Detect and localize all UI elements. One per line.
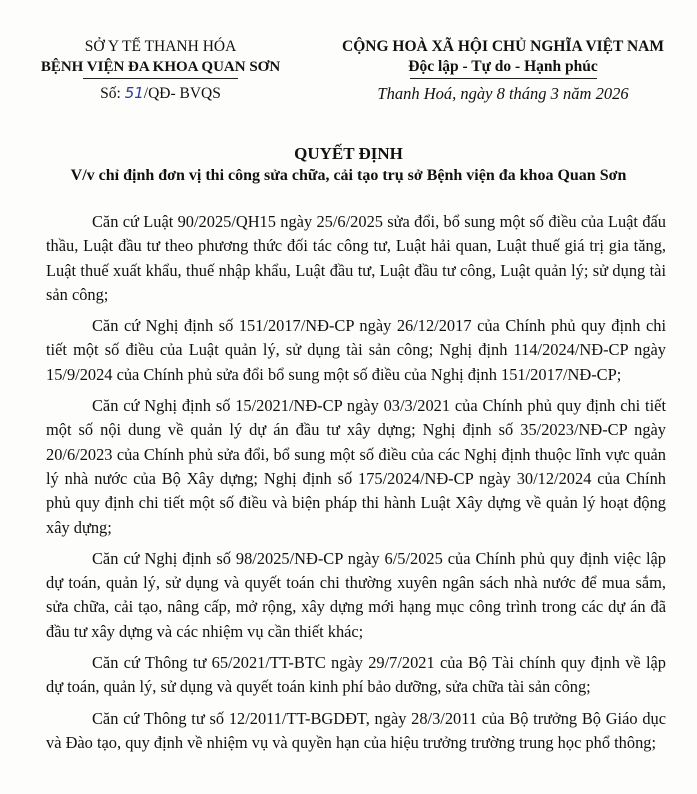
legal-basis-paragraph: Căn cứ Nghị định số 151/2017/NĐ-CP ngày 26/12/2017 của Chính phủ quy định chi tiết một số điều của Luật quản lý, sử dụng tài sản công; Nghị định 114/2024/NĐ-CP ngày 15/9/2024 của Chính phủ sửa đổi bổ sung một số điều của Nghị định 151/2017/NĐ-CP; xyxy=(46,316,666,384)
document-number-suffix: /QĐ- BVQS xyxy=(143,85,221,102)
national-name: CỘNG HOÀ XÃ HỘI CHỦ NGHĨA VIỆT NAM xyxy=(342,38,664,55)
legal-basis-paragraph: Căn cứ Nghị định số 15/2021/NĐ-CP ngày 03/3/2021 của Chính phủ quy định chi tiết một số nội dung về quản lý dự án đầu tư xây dựng; Nghị định số 35/2023/NĐ-CP ngày 20/6/2023 của Chính phủ sửa đổi, bổ sung một số điều của các Nghị định thuộc lĩnh vực quản lý nhà nước của Bộ Xây dựng; Nghị định số 175/2024/NĐ-CP ngày 30/12/2024 của Chính phủ quy định chi tiết một số điều và biện pháp thi hành Luật Xây dựng về quản lý hoạt động xây dựng; xyxy=(46,396,666,537)
document-subject: V/v chỉ định đơn vị thi công sửa chữa, cải tạo trụ sở Bệnh viện đa khoa Quan Sơn xyxy=(70,167,627,184)
document-title-block xyxy=(0,143,697,187)
parent-agency: SỞ Y TẾ THANH HÓA xyxy=(84,38,237,55)
document-body xyxy=(46,210,666,762)
legal-basis-paragraph: Căn cứ Nghị định số 98/2025/NĐ-CP ngày 6/5/2025 của Chính phủ quy định việc lập dự toán, quản lý, sử dụng và quyết toán chi thường xuyên ngân sách nhà nước để mua sắm, sửa chữa, cải tạo, nâng cấp, mở rộng, xây dựng mới hạng mục công trình trong các dự án đã đầu tư xây dựng và các nhiệm vụ cần thiết khác; xyxy=(46,548,666,641)
legal-basis-paragraph: Căn cứ Thông tư số 12/2011/TT-BGDĐT, ngày 28/3/2011 của Bộ trưởng Bộ Giáo dục và Đào tạo, quy định về nhiệm vụ và quyền hạn của hiệu trưởng trường trung học phổ thông; xyxy=(46,708,666,752)
document-number xyxy=(28,83,293,104)
place-and-date: Thanh Hoá, ngày 8 tháng 3 năm 2026 xyxy=(377,84,629,103)
header-right-divider xyxy=(410,78,597,79)
national-header xyxy=(323,37,683,104)
legal-basis-paragraph: Căn cứ Thông tư 65/2021/TT-BTC ngày 29/7/2021 của Bộ Tài chính quy định về lập dự toán, quản lý, sử dụng và quyết toán kinh phí bảo dưỡng, sửa chữa tài sản công; xyxy=(46,653,666,697)
document-number-prefix: Số: xyxy=(100,85,125,102)
issuing-agency-header xyxy=(28,37,293,104)
legal-basis-paragraph: Căn cứ Luật 90/2025/QH15 ngày 25/6/2025 sửa đổi, bổ sung một số điều của Luật đấu thầu, Luật đầu tư theo phương thức đối tác công tư, Luật hải quan, Luật thuế giá trị gia tăng, Luật thuế xuất khẩu, thuế nhập khẩu, Luật đầu tư, Luật đầu tư công, Luật quản lý; sử dụng tài sản công; xyxy=(46,212,666,304)
document-title: QUYẾT ĐỊNH xyxy=(294,144,403,163)
header-left-divider xyxy=(83,78,238,79)
document-number-handwritten: 51 xyxy=(124,84,144,102)
national-motto: Độc lập - Tự do - Hạnh phúc xyxy=(408,58,598,75)
issuing-organization: BỆNH VIỆN ĐA KHOA QUAN SƠN xyxy=(40,59,281,75)
